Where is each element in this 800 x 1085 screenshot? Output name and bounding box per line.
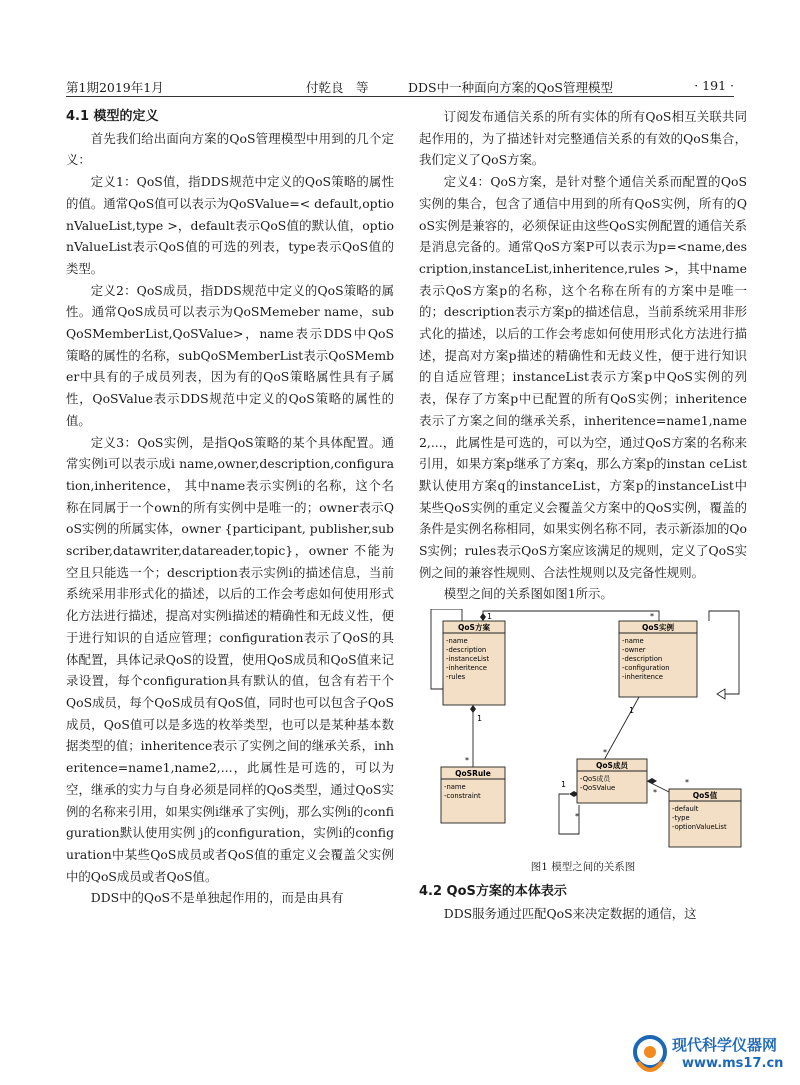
class-attr: -description — [622, 655, 663, 664]
class-attr: -inheritence — [446, 664, 487, 673]
class-qos-value — [669, 789, 741, 847]
class-title: QoS方案 — [458, 623, 490, 633]
association-plan-instance — [483, 611, 659, 621]
paragraph: DDS服务通过匹配QoS来决定数据的通信，这 — [443, 905, 697, 921]
class-attr: -type — [672, 814, 690, 823]
paragraph: 订阅发布通信关系的所有实体的所有QoS相互关联共同起作用的，为了描述针对完整通信关系的有效的QoS集合，我们定义了QoS方案。 — [419, 109, 747, 168]
section-heading-4-2: 4.2 QoS方案的本体表示 — [419, 884, 567, 900]
class-attr: -name — [444, 783, 466, 792]
multiplicity-label: * — [650, 612, 654, 622]
class-attr: -name — [446, 637, 468, 646]
header-title: DDS中一种面向方案的QoS管理模型 — [408, 80, 613, 95]
header-rule — [66, 96, 734, 97]
composition-diamond — [480, 613, 486, 621]
multiplicity-label: * — [465, 756, 469, 766]
class-title: QoS实例 — [642, 623, 674, 633]
figure-1-uml-diagram — [419, 609, 747, 855]
class-attr: -configuration — [622, 664, 670, 673]
class-attr: -description — [446, 646, 487, 655]
section-heading-4-1: 4.1 模型的定义 — [66, 109, 159, 124]
right-column — [419, 106, 747, 925]
self-inherit-instance — [709, 611, 739, 694]
header-authors: 付乾良 等 — [306, 80, 369, 95]
running-header — [66, 72, 734, 96]
multiplicity-label: * — [603, 748, 607, 758]
paragraph: 首先我们给出面向方案的QoS管理模型中用到的几个定义： — [66, 130, 394, 168]
class-title: QoS值 — [692, 791, 718, 801]
paragraph: 定义2：QoS成员，指DDS规范中定义的QoS策略的属性。通常QoS成员可以表示为QoSMemeber name，subQoSMemberList,QoSValue>，name表示DDS中QoS策略的属性的名称，subQoSMemberList表示QoSMember中具有的子成员列表，因为有的QoS策略属性具有子属性，QoSValue表示DDS规范中定义的QoS策略的属性的值。 — [66, 282, 394, 428]
class-qos-instance — [619, 621, 697, 697]
paragraph: 定义1：QoS值，指DDS规范中定义的QoS策略的属性的值。通常QoS值可以表示为QoSValue=< default,optionValueList,type >，default表示QoS值的默认值，optionValueList表示QoS值的可选的列表，type表示QoS值的类型。 — [66, 174, 394, 276]
class-qos-plan — [443, 621, 505, 705]
watermark-logo-icon — [630, 1032, 670, 1078]
multiplicity-label: * — [575, 812, 579, 822]
class-title: QoSRule — [455, 769, 491, 779]
class-attr: -default — [672, 805, 699, 814]
paragraph: 模型之间的关系图如图1所示。 — [443, 586, 613, 602]
class-attr: -inheritence — [622, 673, 663, 682]
class-attr: -optionValueList — [672, 823, 727, 832]
class-qos-member — [577, 759, 647, 803]
uml-diagram-svg — [419, 609, 747, 855]
left-column — [66, 106, 394, 909]
class-qos-rule — [441, 767, 505, 823]
paragraph: 定义4：QoS方案，是针对整个通信关系而配置的QoS实例的集合，包含了通信中用到的所有QoS实例，所有的QoS实例是兼容的，必须保证由这些QoS实例配置的通信关系是消息完备的。通常QoS方案P可以表示为p=<name,description,instanceList,inheritence,rules >，其中name表示QoS方案p的名称，这个名称在所有的方案中是唯一的；description表示方案p的描述信息，当前系统采用非形式化的描述，以后的工作会考虑如何使用形式化方法进行描述，提高对方案p描述的精确性和无歧义性，便于进行知识的自适应管理；instanceList表示方案p中QoS实例的列表，保存了方案p中已配置的所有QoS实例；inheritence表示了方案之间的继承关系，inheritence=name1,name2,...，此属性是可选的，可以为空，通过QoS方案的名称来引用，如果方案p继承了方案q，那么方案p的instan ceList 默认使用方案q的instanceList，方案p的instanceList中某些QoS实例的重定义会覆盖父方案中的QoS实例，覆盖的条件是实例名称相同，如果实例名称不同，表示新添加的QoS实例；rules表示QoS方案应该满足的规则，定义了QoS实例之间的兼容性规则、合法性规则以及完备性规则。 — [419, 174, 747, 580]
multiplicity-label: 1 — [477, 714, 483, 724]
issue-date: 第1期2019年1月 — [66, 80, 164, 95]
class-title: QoS成员 — [596, 761, 628, 771]
watermark-url: www.ms17.cn — [682, 1056, 784, 1071]
multiplicity-label: 1 — [561, 780, 567, 790]
class-attr: -owner — [622, 646, 646, 655]
multiplicity-label: 1 — [487, 612, 493, 622]
paragraph: DDS中的QoS不是单独起作用的，而是由具有 — [90, 890, 344, 906]
composition-diamond — [647, 778, 657, 784]
inheritance-arrow — [717, 689, 725, 699]
multiplicity-label: * — [685, 778, 689, 788]
multiplicity-label: * — [653, 788, 657, 798]
class-attr: -name — [622, 637, 644, 646]
class-attr: -rules — [446, 673, 466, 682]
class-attr: -QoS成员 — [580, 775, 611, 784]
class-attr: -QoSValue — [580, 784, 616, 793]
class-attr: -constraint — [444, 792, 481, 801]
paragraph: 定义3：QoS实例，是指QoS策略的某个具体配置。通常实例i可以表示成i name,owner,description,configuration,inheritence， 其中name表示实例i的名称，这个名称在同属于一个own的所有实例中是唯一的；owner表示QoS实例的所属实体，owner {participant, publisher,subscriber,datawriter,datareader,topic}，owner 不能为空且只能选一个；description表示实例i的描述信息，当前系统采用非形式化的描述，以后的工作会考虑如何使用形式化方法进行描述，提高对实例i描述的精确性和无歧义性，便于进行知识的自适应管理；configuration表示了QoS的具体配置，具体记录QoS的设置，使用QoS成员和QoS值来记录设置，每个configuration具有默认的值，包含有若干个QoS成员，每个QoS成员有QoS值，同时也可以包含子QoS成员，QoS值可以是多选的枚举类型，也可以是某种基本数据类型的值；inheritence表示了实例之间的继承关系，inheritence=name1,name2,...，此属性是可选的，可以为空，继承的实力与自身必须是同样的QoS类型，通过QoS实例的名称来引用，如果实例i继承了实例j，那么实例i的configuration默认使用实例 j的configuration，实例i的configuration中某些QoS成员或者QoS值的重定义会覆盖父实例中的QoS成员或者QoS值。 — [66, 434, 394, 884]
figure-caption: 图1 模型之间的关系图 — [530, 861, 636, 874]
composition-diamond — [470, 705, 476, 713]
page-number: · 191 · — [694, 78, 734, 93]
class-attr: -instanceList — [446, 655, 490, 664]
watermark-name: 现代科学仪器网 — [672, 1036, 778, 1054]
multiplicity-label: 1 — [629, 706, 635, 716]
site-watermark — [630, 1030, 790, 1078]
